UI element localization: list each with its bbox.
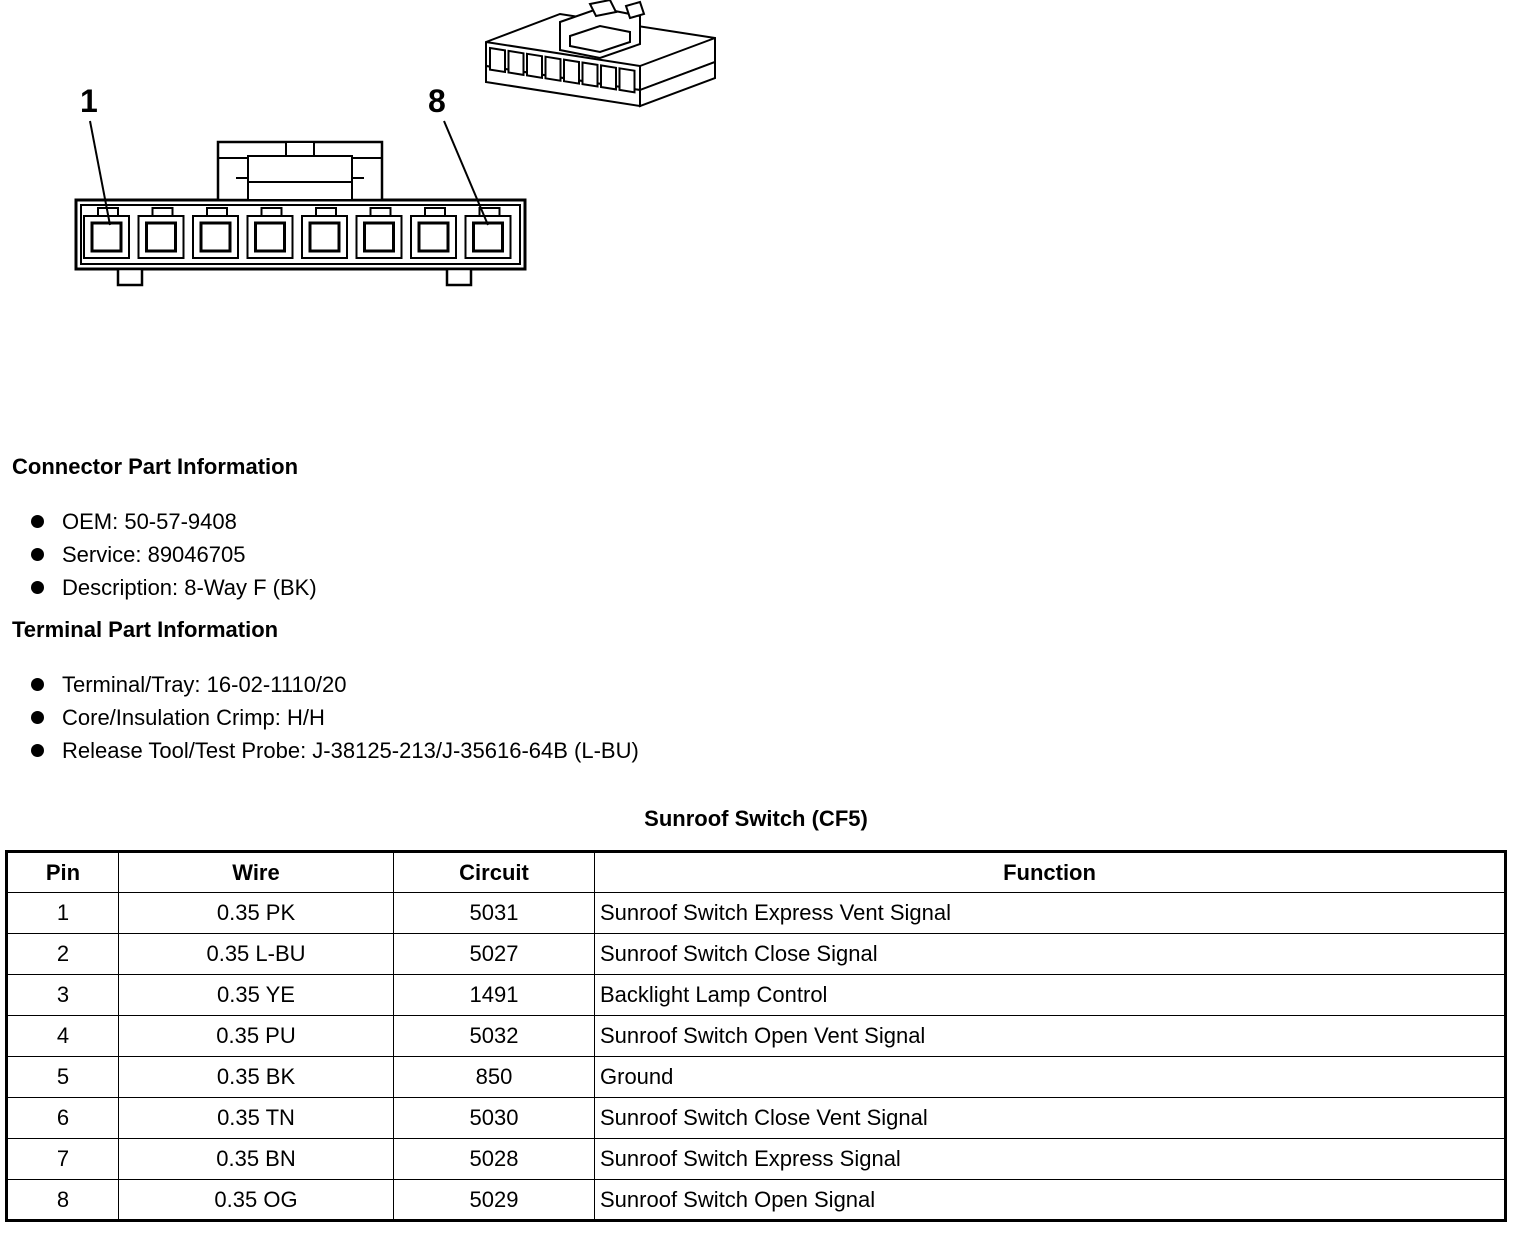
bullet-icon	[31, 548, 44, 561]
bullet-icon	[31, 711, 44, 724]
cavity-terminal-3	[201, 223, 230, 251]
cavity-terminal-7	[419, 223, 448, 251]
cavity-latch-7	[425, 208, 445, 216]
cell-function: Sunroof Switch Express Signal	[595, 1139, 1506, 1180]
cell-wire: 0.35 PK	[119, 893, 394, 934]
header-wire: Wire	[119, 852, 394, 893]
cell-circuit: 850	[394, 1057, 595, 1098]
cell-circuit: 5030	[394, 1098, 595, 1139]
iso-cavity-8	[620, 68, 635, 92]
cell-circuit: 5027	[394, 934, 595, 975]
cell-circuit: 5031	[394, 893, 595, 934]
connector-front-view	[76, 142, 525, 285]
cell-wire: 0.35 BN	[119, 1139, 394, 1180]
bullet-icon	[31, 744, 44, 757]
cavity-terminal-8	[474, 223, 503, 251]
cell-wire: 0.35 YE	[119, 975, 394, 1016]
cell-pin: 8	[7, 1180, 119, 1221]
cell-pin: 2	[7, 934, 119, 975]
cavity-latch-2	[153, 208, 173, 216]
cavity-latch-5	[316, 208, 336, 216]
header-pin: Pin	[7, 852, 119, 893]
cell-function: Sunroof Switch Open Vent Signal	[595, 1016, 1506, 1057]
table-row	[7, 934, 1506, 975]
table-row	[7, 1016, 1506, 1057]
cell-circuit: 5029	[394, 1180, 595, 1221]
cell-circuit: 5032	[394, 1016, 595, 1057]
terminal-info-title: Terminal Part Information	[12, 617, 279, 642]
table-row	[7, 893, 1506, 934]
cavity-terminal-4	[256, 223, 285, 251]
connector-service: Service: 89046705	[62, 542, 246, 567]
header-function: Function	[595, 852, 1506, 893]
table-row	[7, 1098, 1506, 1139]
connector-info-list	[30, 505, 317, 604]
bullet-icon	[31, 678, 44, 691]
table-row	[7, 975, 1506, 1016]
cell-function: Sunroof Switch Close Signal	[595, 934, 1506, 975]
list-item	[30, 538, 317, 571]
cell-wire: 0.35 PU	[119, 1016, 394, 1057]
cell-pin: 5	[7, 1057, 119, 1098]
cell-function: Backlight Lamp Control	[595, 975, 1506, 1016]
list-item	[30, 668, 639, 701]
list-item	[30, 701, 639, 734]
table-title: Sunroof Switch (CF5)	[644, 806, 868, 831]
cell-circuit: 1491	[394, 975, 595, 1016]
pinout-table	[5, 850, 1507, 1222]
list-item	[30, 505, 317, 538]
connector-info-title: Connector Part Information	[12, 454, 299, 479]
cell-wire: 0.35 OG	[119, 1180, 394, 1221]
cell-circuit: 5028	[394, 1139, 595, 1180]
iso-cavity-5	[564, 60, 579, 84]
cell-wire: 0.35 BK	[119, 1057, 394, 1098]
bullet-icon	[31, 515, 44, 528]
cell-pin: 6	[7, 1098, 119, 1139]
connector-isometric-view	[486, 0, 715, 106]
table-row	[7, 1180, 1506, 1221]
header-circuit: Circuit	[394, 852, 595, 893]
callout-pin-8: 8	[428, 83, 446, 119]
terminal-crimp: Core/Insulation Crimp: H/H	[62, 705, 325, 730]
table-header-row	[7, 852, 1506, 893]
cavity-terminal-2	[147, 223, 176, 251]
iso-cavity-4	[546, 57, 561, 81]
terminal-info-list	[30, 668, 639, 767]
cavity-latch-6	[371, 208, 391, 216]
cell-pin: 4	[7, 1016, 119, 1057]
cell-pin: 3	[7, 975, 119, 1016]
iso-cavity-3	[527, 54, 542, 78]
connector-diagram	[0, 0, 760, 300]
iso-cavity-1	[490, 48, 505, 72]
cell-pin: 1	[7, 893, 119, 934]
cavity-terminal-1	[92, 223, 121, 251]
cell-function: Ground	[595, 1057, 1506, 1098]
cell-function: Sunroof Switch Open Signal	[595, 1180, 1506, 1221]
connector-oem: OEM: 50-57-9408	[62, 509, 237, 534]
cell-wire: 0.35 L-BU	[119, 934, 394, 975]
iso-cavity-2	[509, 51, 524, 75]
iso-cavity-7	[601, 65, 616, 89]
cell-wire: 0.35 TN	[119, 1098, 394, 1139]
table-row	[7, 1057, 1506, 1098]
iso-cavity-6	[583, 63, 598, 87]
cell-pin: 7	[7, 1139, 119, 1180]
connector-description: Description: 8-Way F (BK)	[62, 575, 317, 600]
table-row	[7, 1139, 1506, 1180]
cell-function: Sunroof Switch Close Vent Signal	[595, 1098, 1506, 1139]
terminal-tray: Terminal/Tray: 16-02-1110/20	[62, 672, 347, 697]
bullet-icon	[31, 581, 44, 594]
list-item	[30, 571, 317, 604]
callout-pin-1: 1	[80, 83, 98, 119]
terminal-release-tool: Release Tool/Test Probe: J-38125-213/J-35616-64B (L-BU)	[62, 738, 639, 763]
cavity-terminal-5	[310, 223, 339, 251]
cavity-terminal-6	[365, 223, 394, 251]
list-item	[30, 734, 639, 767]
cavity-latch-4	[262, 208, 282, 216]
cavity-latch-3	[207, 208, 227, 216]
cell-function: Sunroof Switch Express Vent Signal	[595, 893, 1506, 934]
